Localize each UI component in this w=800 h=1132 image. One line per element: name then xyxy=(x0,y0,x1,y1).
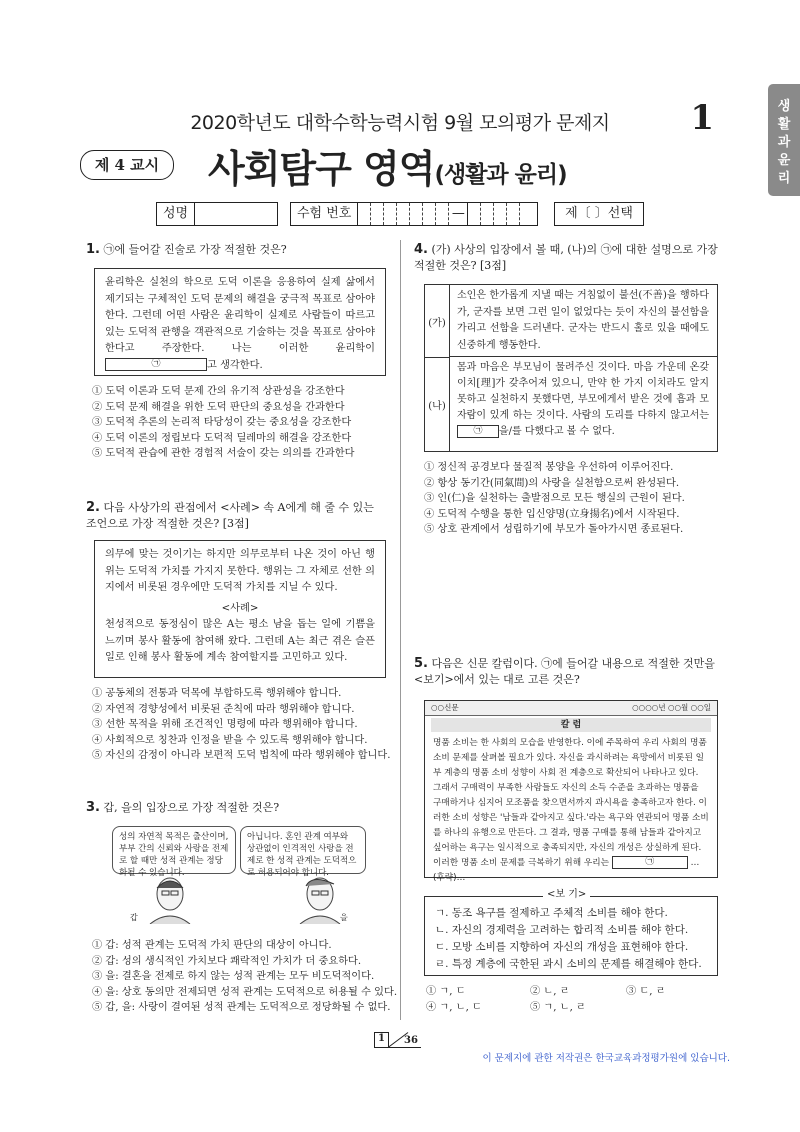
newspaper-header xyxy=(425,701,717,716)
bogi-item: ㄱ. 동조 욕구를 절제하고 주체적 소비를 해야 한다. xyxy=(435,907,668,919)
bogi-box xyxy=(424,889,718,976)
choice[interactable]: ④ 도덕 이론의 정립보다 도덕적 딜레마의 해결을 강조한다 xyxy=(92,432,352,444)
column-divider xyxy=(400,240,401,1020)
choice[interactable]: ⑤ 자신의 감정이 아니라 보편적 도덕 법칙에 따라 행위해야 합니다. xyxy=(92,750,391,761)
newspaper-name: ○○신문 xyxy=(431,703,459,712)
passage-na-label: (나) xyxy=(425,357,450,451)
case-text: 천성적으로 동정심이 많은 A는 평소 남을 돕는 일에 기쁨을 느끼며 봉사 활동에 참여해 왔다. 그런데 A는 최근 겪은 슬픈 일로 인해 봉사 활동에 계속 참여할지를 고민하고 있다. xyxy=(105,619,375,663)
bogi-item: ㄴ. 자신의 경제력을 고려하는 합리적 소비를 해야 한다. xyxy=(435,924,689,936)
choice[interactable]: ③ 인(仁)을 실천하는 출발점으로 모든 행실의 근원이 된다. xyxy=(424,493,685,504)
question-2-choices xyxy=(92,686,392,764)
page-current: 1 xyxy=(378,1033,385,1044)
question-number: 3. xyxy=(86,800,100,815)
side-tab-char: 리 xyxy=(777,171,791,186)
bogi-item: ㄷ. 모방 소비를 지향하여 자신의 개성을 표현해야 한다. xyxy=(435,941,689,953)
passage-text: 윤리학은 실천의 학으로 도덕 이론을 응용하여 실제 삶에서 제기되는 구체적인 도덕 문제의 해결을 궁극적 목표로 삼아야 한다. 그런데 어떤 사람은 윤리학이 실제로 사람들이 따르고 있는 도덕적 관행을 객관적으로 기술하는 것을 목표로 삼아야 한다고 주장한다. 나는 이러한 윤리학이 xyxy=(105,277,375,354)
question-number: 1. xyxy=(86,242,100,257)
side-tab-char: 과 xyxy=(777,135,791,150)
passage-na-text: 몸과 마음은 부모님이 물려주신 것이다. 마음 가운데 온갖 이치[理]가 갖추어져 있으니, 만약 한 가지 이치라도 알지 못하고 실천하지 못했다면, 부모에게서 받은 것에 흠과 모자람이 있게 하는 것이다. 사람의 도리를 다하지 않고서는 xyxy=(457,362,709,421)
exam-number-label: 수험 번호 xyxy=(291,203,358,225)
label-gap: 갑 xyxy=(130,913,138,922)
column-title: 칼 럼 xyxy=(431,718,711,732)
side-tab-char: 윤 xyxy=(777,153,791,168)
passage-ga-label: (가) xyxy=(425,285,450,358)
choice[interactable]: ④ 도덕적 수행을 통한 입신양명(立身揚名)에서 시작된다. xyxy=(424,508,680,520)
exam-title: 2020학년도 대학수학능력시험 9월 모의평가 문제지 xyxy=(190,112,610,134)
column-end: …(후략)… xyxy=(433,858,700,883)
name-field[interactable] xyxy=(156,202,278,226)
question-4-stem xyxy=(414,242,720,274)
blank-box: ㉠ xyxy=(612,856,688,869)
choice[interactable]: ① 공동체의 전통과 덕목에 부합하도록 행위해야 합니다. xyxy=(92,688,342,699)
passage-end: 고 생각한다. xyxy=(207,359,263,371)
question-2-stem xyxy=(86,500,386,532)
choice[interactable]: ① 도덕 이론과 도덕 문제 간의 유기적 상관성을 강조한다 xyxy=(92,386,345,397)
question-5-stem xyxy=(414,656,720,688)
label-eul: 을 xyxy=(340,913,348,922)
choice[interactable]: ① 갑: 성적 관계는 도덕적 가치 판단의 대상이 아니다. xyxy=(92,940,332,951)
question-number: 4. xyxy=(414,242,428,257)
choice[interactable]: ② ㄴ, ㄹ xyxy=(530,986,570,997)
speech-bubble-gap: 성의 자연적 목적은 출산이며, 부부 간의 신뢰와 사랑을 전제로 할 때만 성적 관계는 정당화될 수 있습니다. xyxy=(112,826,236,874)
exam-number-cells xyxy=(358,203,449,225)
choice[interactable]: ① 정신적 공경보다 물질적 봉양을 우선하여 이루어진다. xyxy=(424,462,674,473)
question-3-choices xyxy=(92,938,398,1016)
column-body xyxy=(425,732,717,890)
name-label: 성명 xyxy=(157,203,195,225)
side-tab-char: 생 xyxy=(777,99,791,114)
case-label: <사례> xyxy=(221,602,259,614)
column-text: 명품 소비는 한 사회의 모습을 반영한다. 이에 주목하여 우리 사회의 명품 소비 문제를 살펴볼 필요가 있다. 자신을 과시하려는 욕망에서 비롯된 일부 계층의 명품 소비 성향이 사회 전 계층으로 확산되어 나타나고 있다. 그래서 구매력이 부족한 사람들도 자신의 소득 수준을 초과하는 명품을 구매하거나 심지어 모조품을 찾으면서까지 과시욕을 충족하고자 한다. 이러한 소비 성향은 '남들과 같아지고 싶다.'라는 욕구와 연관되어 명품 소비를 하나의 유행으로 만든다. 그 결과, 명품 구매를 통해 남들과 같아지고 싶어하는 욕구는 일시적으로 충족되지만, 자신의 개성은 상실하게 된다. 이러한 명품 소비 문제를 극복하기 위해 우리는 xyxy=(433,738,709,868)
bogi-label: <보 기> xyxy=(543,888,590,902)
question-text: 다음 사상가의 관점에서 <사례> 속 A에게 해 줄 수 있는 조언으로 가장 적절한 것은? [3점] xyxy=(86,501,374,530)
passage-na xyxy=(449,357,717,451)
bogi-item: ㄹ. 특정 계층에 국한된 과시 소비의 문제를 해결해야 한다. xyxy=(435,958,702,970)
choice-field[interactable]: 제〔 〕선택 xyxy=(554,202,644,226)
blank-box: ㉠ xyxy=(457,425,499,438)
passage-na-end: 을/를 다했다고 볼 수 없다. xyxy=(499,426,615,437)
question-4-passage-table xyxy=(424,284,718,452)
question-3-stem xyxy=(86,800,386,816)
choice[interactable]: ④ 사회적으로 칭찬과 인정을 받을 수 있도록 행위해야 합니다. xyxy=(92,734,368,746)
choice[interactable]: ① ㄱ, ㄷ xyxy=(426,986,466,997)
period-badge: 제 4 교시 xyxy=(80,150,174,180)
question-1-stem xyxy=(86,242,386,258)
choice[interactable]: ④ 을: 상호 동의만 전제되면 성적 관계는 도덕적으로 허용될 수 있다. xyxy=(92,986,398,998)
blank-box: ㉠ xyxy=(105,358,207,371)
side-tab-char: 활 xyxy=(777,117,791,132)
exam-number-cells-2 xyxy=(468,203,520,225)
page-total: 36 xyxy=(404,1035,418,1046)
passage-ga-text: 소인은 한가롭게 지낼 때는 거침없이 불선(不善)을 행하다가, 군자를 보면 그런 일이 없었다는 듯이 자신의 불선함을 가리고 선함을 드러낸다. 군자는 반드시 홀로 있을 때에도 신중하게 행동한다. xyxy=(449,285,717,357)
person-gap-illustration xyxy=(140,874,200,924)
copyright-notice: 이 문제지에 관한 저작권은 한국교육과정평가원에 있습니다. xyxy=(482,1053,730,1064)
choice[interactable]: ⑤ 갑, 을: 사랑이 결여된 성적 관계는 도덕적으로 정당화될 수 없다. xyxy=(92,1002,391,1013)
exam-number-field[interactable] xyxy=(290,202,538,226)
choice[interactable]: ② 자연적 경향성에서 비롯된 준칙에 따라 행위해야 합니다. xyxy=(92,703,355,715)
page-number: 1 xyxy=(690,98,714,138)
question-1-choices xyxy=(92,384,392,462)
choice[interactable]: ③ 선한 목적을 위해 조건적인 명령에 따라 행위해야 합니다. xyxy=(92,719,358,730)
choice[interactable]: ③ 도덕적 추론의 논리적 타당성이 갖는 중요성을 강조한다 xyxy=(92,417,352,428)
choice[interactable]: ② 항상 동기간(同氣間)의 사랑을 실천함으로써 완성된다. xyxy=(424,477,680,489)
choice[interactable]: ⑤ ㄱ, ㄴ, ㄹ xyxy=(530,1001,586,1013)
question-number: 5. xyxy=(414,656,428,671)
subject-title xyxy=(208,138,567,193)
page-counter xyxy=(374,1032,422,1048)
passage-text: 의무에 맞는 것이기는 하지만 의무로부터 나온 것이 아닌 행위는 도덕적 가치를 가지지 못한다. 행위는 그 자체로 선한 의지에서 비롯된 경우에만 도덕적 가치를 지닐 수 있다. xyxy=(105,549,375,593)
choice[interactable]: ② 갑: 성의 생식적인 가치보다 쾌락적인 가치가 더 중요하다. xyxy=(92,955,362,967)
exam-number-dash: — xyxy=(449,203,468,225)
choice[interactable]: ⑤ 상호 관계에서 성립하기에 부모가 돌아가시면 종료된다. xyxy=(424,524,684,535)
question-number: 2. xyxy=(86,500,100,515)
question-1-passage xyxy=(94,268,386,376)
question-text: 다음은 신문 칼럼이다. ㉠에 들어갈 내용으로 적절한 것만을 <보기>에서 있는 대로 고른 것은? xyxy=(414,657,715,686)
subject-side-tab xyxy=(768,84,800,196)
subject-sub: (생활과 윤리) xyxy=(434,162,567,188)
subject-main: 사회탐구 영역 xyxy=(208,147,435,191)
question-4-choices xyxy=(424,460,724,538)
question-5-choices xyxy=(426,984,726,1015)
choice[interactable]: ③ 을: 결혼을 전제로 하지 않는 성적 관계는 모두 비도덕적이다. xyxy=(92,971,375,982)
choice[interactable]: ⑤ 도덕적 관습에 관한 경험적 서술이 갖는 의의를 간과한다 xyxy=(92,448,355,459)
choice[interactable]: ④ ㄱ, ㄴ, ㄷ xyxy=(426,1001,482,1013)
newspaper-date: ○○○○년 ○○월 ○○일 xyxy=(632,703,711,712)
speech-bubble-eul: 아닙니다. 혼인 관계 여부와 상관없이 인격적인 사랑을 전제로 한 성적 관계는 도덕적으로 허용되어야 합니다. xyxy=(240,826,366,874)
choice[interactable]: ② 도덕 문제 해결을 위한 도덕 판단의 중요성을 간과한다 xyxy=(92,401,345,413)
question-2-passage xyxy=(94,540,386,678)
newspaper-column xyxy=(424,700,718,883)
question-text: 갑, 을의 입장으로 가장 적절한 것은? xyxy=(103,801,280,814)
choice[interactable]: ③ ㄷ, ㄹ xyxy=(626,986,666,997)
question-text: (가) 사상의 입장에서 볼 때, (나)의 ㉠에 대한 설명으로 가장 적절한 것은? [3점] xyxy=(414,243,718,272)
question-text: ㉠에 들어갈 진술로 가장 적절한 것은? xyxy=(103,243,287,256)
